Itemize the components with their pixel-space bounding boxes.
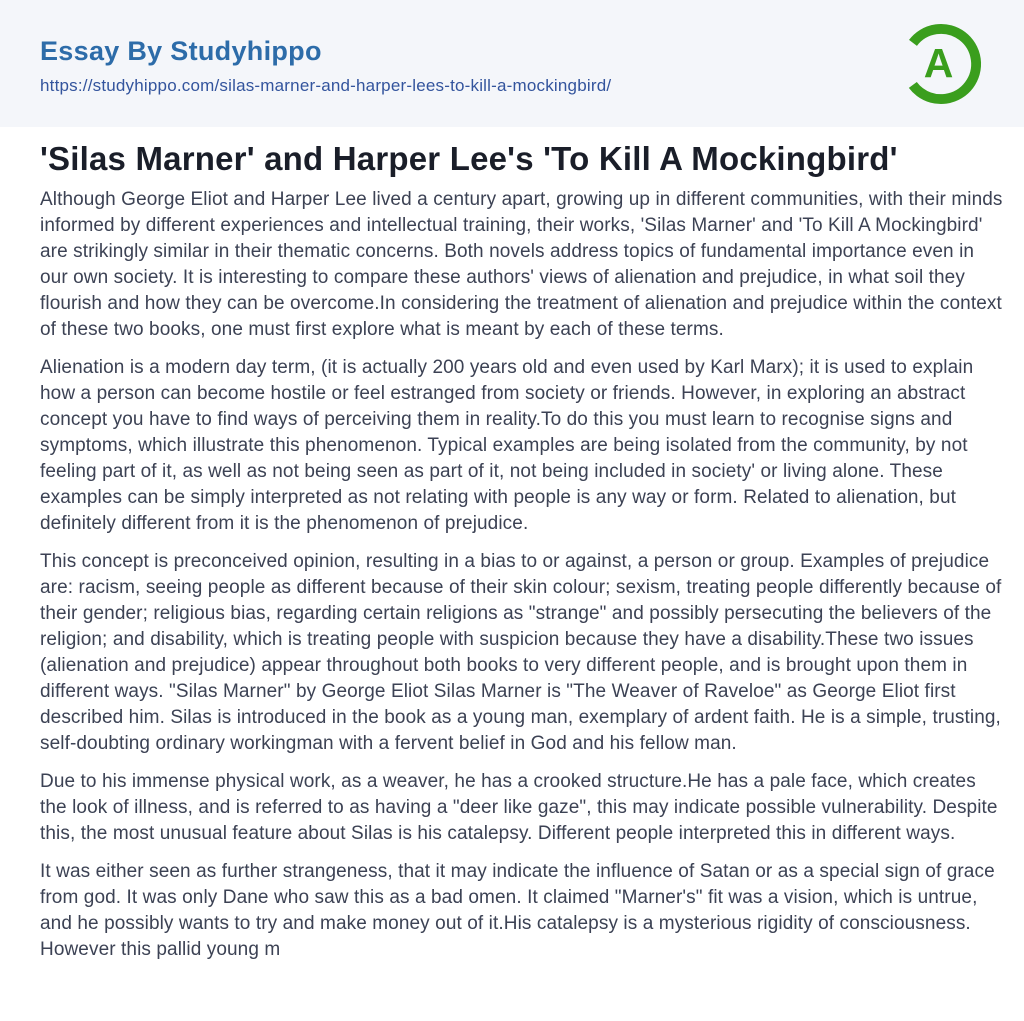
essay-content bbox=[0, 127, 1024, 1015]
essay-paragraph-5: It was either seen as further strangeness, that it may indicate the influence of Satan or as a special sign of grace from god. It was only Dane who saw this as a bad omen. It claimed "Marner's" fit was a vision, which is untrue, and he possibly wants to try and make money out of it.His catalepsy is a mysterious rigidity of consciousness. However this pallid young m bbox=[40, 861, 995, 960]
essay-paragraph-1: Although George Eliot and Harper Lee lived a century apart, growing up in different communities, with their minds informed by different experiences and intellectual training, their works, 'Silas Marner' and 'To Kill A Mockingbird' are strikingly similar in their thematic concerns. Both novels address topics of fundamental importance even in our own society. It is interesting to compare these authors' views of alienation and prejudice, in what soil they flourish and how they can be overcome.In considering the treatment of alienation and prejudice within the context of these two books, one must first explore what is meant by each of these terms. bbox=[40, 189, 1003, 340]
logo-letter: A bbox=[923, 40, 954, 86]
essay-paragraph-3: This concept is preconceived opinion, resulting in a bias to or against, a person or group. Examples of prejudice are: racism, seeing people as different because of their skin colour; sexism, treating people differently because of their gender; religious bias, regarding certain religions as "strange" and possibly persecuting the believers of the religion; and disability, which is treating people with suspicion because they have a disability.These two issues (alienation and prejudice) appear throughout both books to very different people, and is brought upon them in different ways. "Silas Marner" by George Eliot Silas Marner is "The Weaver of Raveloe" as George Eliot first described him. Silas is introduced in the book as a young man, exemplary of ardent faith. He is a simple, trusting, self-doubting ordinary workingman with a fervent belief in God and his fellow man. bbox=[40, 551, 1002, 754]
essay-url-link[interactable]: https://studyhippo.com/silas-marner-and-harper-lees-to-kill-a-mockingbird/ bbox=[40, 76, 612, 96]
essay-paragraph-4: Due to his immense physical work, as a weaver, he has a crooked structure.He has a pale face, which creates the look of illness, and is referred to as having a "deer like gaze", this may indicate possible vulnerability. Despite this, the most unusual feature about Silas is his catalepsy. Different people interpreted this in different ways. bbox=[40, 771, 998, 844]
page-header bbox=[0, 0, 1024, 127]
essay-paragraph-2: Alienation is a modern day term, (it is actually 200 years old and even used by Karl Marx); it is used to explain how a person can become hostile or feel estranged from society or friends. However, in exploring an abstract concept you have to find ways of perceiving them in reality.To do this you must learn to recognise signs and symptoms, which illustrate this phenomenon. Typical examples are being isolated from the community, by not feeling part of it, as well as not being seen as part of it, not being included in society' or living alone. These examples can be simply interpreted as not relating with people is any way or form. Related to alienation, but definitely different from it is the phenomenon of prejudice. bbox=[40, 357, 974, 534]
site-title: Essay By Studyhippo bbox=[40, 35, 322, 66]
essay-title: 'Silas Marner' and Harper Lee's 'To Kill A Mockingbird' bbox=[40, 140, 898, 177]
studyhippo-logo bbox=[896, 19, 986, 109]
header-text-block bbox=[40, 31, 611, 97]
